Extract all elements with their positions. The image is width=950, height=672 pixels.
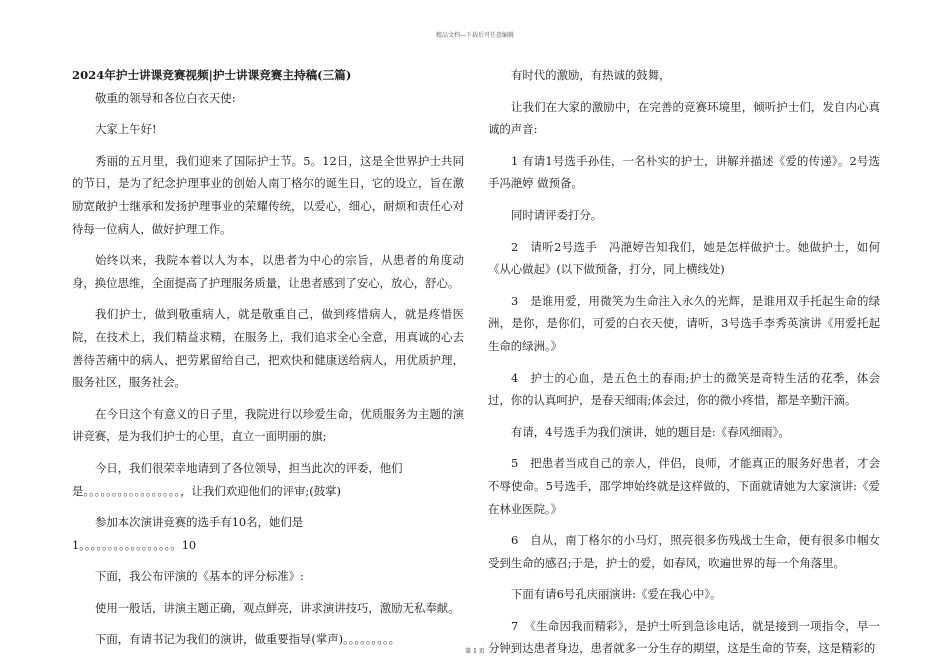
- paragraph: 4 护士的心血，是五色土的春雨;护士的微笑是奇特生活的花季，体会过，你的认真呵护，是春天细雨;体会过，你的微小疼惜，都是辛勤汗滴。: [488, 370, 880, 408]
- paragraph: 下面，有请书记为我们的演讲，做重要指导(掌声)。。。。。。。。。: [95, 632, 401, 647]
- paragraph: 始终以来，我院本着以人为本，以患者为中心的宗旨，从患者的角度动身，换位思维，全面提高了护理服务质量，让患者感到了安心，放心，舒心。: [72, 253, 464, 290]
- paragraph: 在今日这个有意义的日子里，我院进行以珍爱生命，优质服务为主题的演讲竞赛，是为我们护士的心里，直立一面明丽的旗;: [72, 406, 464, 444]
- paragraph: 让我们在大家的激励中，在完善的竞赛环境里，倾听护士们，发自内心真诚的声音:: [488, 99, 880, 137]
- paragraph: 同时请评委打分。: [511, 207, 603, 222]
- paragraph: 敬重的领导和各位白衣天使:: [95, 90, 236, 105]
- paragraph: 秀丽的五月里，我们迎来了国际护士节。5。12日，这是全世界护士共同的节日，是为了纪念护理事业的创始人南丁格尔的诞生日，它的设立，旨在激励宽敞护士继承和发扬护理事业的荣耀传统，以爱心，细心，耐烦和责任心对待每一位病人，做好护理工作。: [72, 153, 464, 236]
- left-column: [72, 64, 464, 651]
- paragraph: 参加本次演讲竞赛的选手有10名，她们是: [95, 515, 304, 530]
- paragraph: 大家上午好!: [95, 122, 157, 137]
- paragraph: 下面有请6号孔庆丽演讲:《爱在我心中》。: [511, 587, 722, 602]
- paragraph: 有时代的激励，有热诚的鼓舞，: [511, 68, 671, 82]
- paragraph: 使用一般话，讲演主题正确，观点鲜亮，讲求演讲技巧，激励无私奉献。: [95, 600, 460, 615]
- paragraph: 3 是谁用爱，用微笑为生命注入永久的光辉，是谁用双手托起生命的绿洲，是你，是你们，可爱的白衣天使，请听，3号选手李秀英演讲《用爱托起生命的绿洲。》: [488, 293, 880, 353]
- paragraph: 5 把患者当成自己的亲人，伴侣，良师，才能真正的服务好患者，才会不辱使命。5号选手，邵学坤始终就是这样做的，下面就请她为大家演讲:《爱在林业医院。》: [488, 456, 880, 516]
- page-header: 精品文档---下载后可任意编辑: [435, 32, 515, 39]
- paragraph: 7 《生命因我而精彩》，是护士听到急诊电话，就是接到一项指令，早一分钟到达患者身边，患者就多一分生存的期望，这是生命的节奏，这是精彩的: [488, 618, 880, 656]
- paragraph: 1。。。。。。。。。。。。。。。。。10: [72, 537, 197, 552]
- paragraph: 2 请听2号选手 冯滟婷告知我们，她是怎样做护士。她做护士，如何《从心做起》(以下做预备，打分，同上横线处): [488, 239, 880, 277]
- page-number: 第 1 页: [465, 648, 485, 655]
- paragraph: 今日，我们很荣幸地请到了各位领导，担当此次的评委，他们: [95, 460, 403, 475]
- document-title: 2024年护士讲课竞赛视频|护士讲课竞赛主持稿(三篇): [72, 68, 352, 82]
- paragraph: 有请，4号选手为我们演讲，她的题目是:《春风细雨》。: [511, 424, 790, 439]
- paragraph: 是。。。。。。。。。。。。。。。。。，让我们欢迎他们的评审;(鼓掌): [72, 483, 341, 498]
- paragraph: 下面，我公布评演的《基本的评分标准》:: [95, 569, 304, 584]
- right-column: [488, 64, 880, 660]
- paragraph: 1 有请1号选手孙佳，一名朴实的护士，讲解并描述《爱的传递》。2号选手冯滟婷 做预备。: [488, 153, 880, 191]
- paragraph: 6 自从，南丁格尔的小马灯，照亮很多伤残战士生命，便有很多巾帼女受到生命的感召;于是，护士的爱，如春风，吹遍世界的每一个角落里。: [488, 533, 880, 570]
- paragraph: 我们护士，做到敬重病人，就是敬重自己，做到疼惜病人，就是疼惜医院，在技术上，我们精益求精，在服务上，我们追求全心全意，用真诚的心去善待苦痛中的病人，把劳累留给自己，把欢快和健康送给病人，用优质护理，服务社区，服务社会。: [72, 307, 464, 390]
